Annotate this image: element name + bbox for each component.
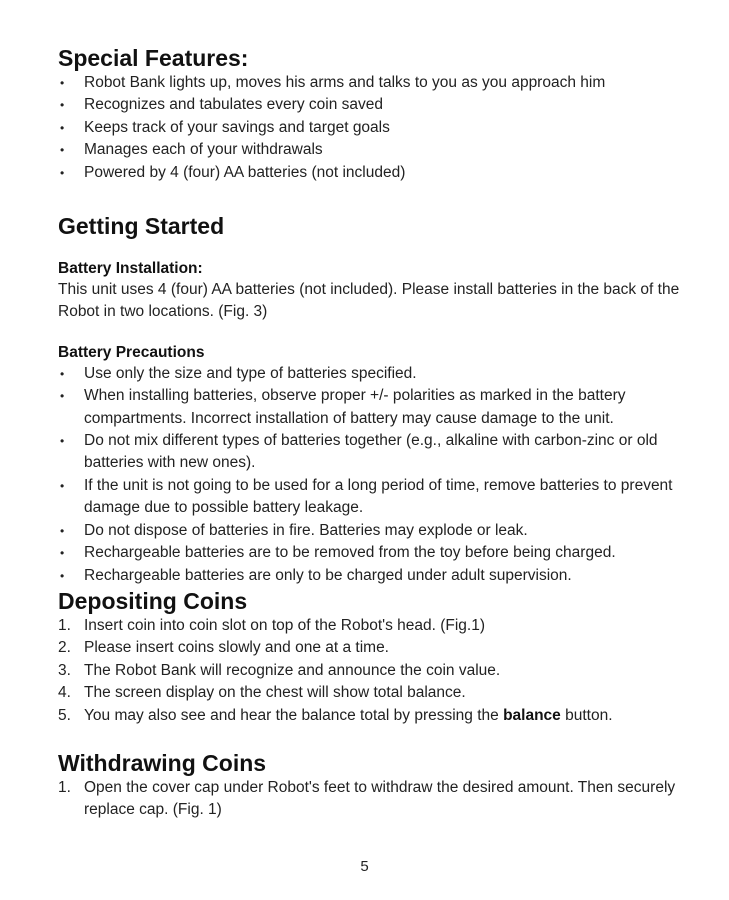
battery-precautions-subsection: [58, 342, 708, 587]
bullet-icon: •: [60, 568, 65, 583]
list-item-text: Do not dispose of batteries in fire. Batteries may explode or leak.: [84, 521, 528, 539]
depositing-coins-heading: Depositing Coins: [58, 587, 248, 614]
list-item-text-before: You may also see and hear the balance total by pressing the: [84, 706, 504, 724]
battery-installation-heading: Battery Installation:: [58, 260, 203, 278]
list-item-text: Do not mix different types of batteries together (e.g., alkaline with carbon-zinc or old batteries with new ones).: [84, 432, 658, 472]
withdrawing-coins-section: [58, 749, 708, 822]
list-item-text: The screen display on the chest will show total balance.: [84, 684, 466, 702]
step-number: 5.: [58, 706, 71, 724]
list-item: [58, 565, 708, 587]
list-item-text: Rechargeable batteries are only to be charged under adult supervision.: [84, 566, 572, 584]
battery-installation-subsection: [58, 258, 708, 324]
list-item: [58, 139, 708, 161]
step-number: 1.: [58, 616, 71, 634]
list-item: [58, 117, 708, 139]
manual-page: [58, 44, 708, 822]
bullet-icon: •: [60, 523, 65, 538]
battery-precautions-list: [58, 363, 708, 587]
step-number: 2.: [58, 639, 71, 657]
bullet-icon: •: [60, 120, 65, 135]
battery-installation-text: This unit uses 4 (four) AA batteries (not included). Please install batteries in the back of the Robot in two locations. (Fig. 3): [58, 281, 680, 321]
list-item: [58, 363, 708, 385]
list-item: [58, 705, 708, 727]
getting-started-section: [58, 212, 708, 587]
getting-started-heading: Getting Started: [58, 213, 225, 240]
list-item-text: Recognizes and tabulates every coin saved: [84, 96, 383, 114]
special-features-section: [58, 44, 708, 184]
bullet-icon: •: [60, 98, 65, 113]
step-number: 4.: [58, 684, 71, 702]
step-number: 1.: [58, 778, 71, 796]
list-item: [58, 94, 708, 116]
list-item: [58, 777, 708, 822]
bullet-icon: •: [60, 143, 65, 158]
list-item-text: If the unit is not going to be used for a long period of time, remove batteries to prevent damage due to possible battery leakage.: [84, 476, 673, 517]
list-item-text: Keeps track of your savings and target goals: [84, 118, 390, 136]
step-number: 3.: [58, 661, 71, 679]
bullet-icon: •: [60, 76, 65, 90]
list-item: [58, 520, 708, 542]
bullet-icon: •: [60, 389, 65, 404]
list-item: [58, 542, 708, 564]
special-features-list: [58, 72, 708, 184]
bullet-icon: •: [60, 434, 65, 449]
list-item: [58, 430, 708, 475]
list-item-text: Rechargeable batteries are to be removed from the toy before being charged.: [84, 544, 616, 562]
bullet-icon: •: [60, 478, 65, 493]
list-item-text: Open the cover cap under Robot's feet to withdraw the desired amount. Then securely replace cap. (Fig. 1): [84, 778, 676, 819]
list-item: [58, 682, 708, 704]
list-item-text: Robot Bank lights up, moves his arms and talks to you as you approach him: [84, 74, 606, 91]
bullet-icon: •: [60, 165, 65, 180]
list-item: [58, 385, 708, 430]
list-item: [58, 615, 708, 637]
list-item-text: Manages each of your withdrawals: [84, 141, 323, 159]
list-item-text: When installing batteries, observe proper +/- polarities as marked in the battery compartments. Incorrect installation of battery may cause damage to the unit.: [84, 387, 626, 427]
list-item: [58, 660, 708, 682]
battery-precautions-heading: Battery Precautions: [58, 343, 205, 361]
list-item-text: Insert coin into coin slot on top of the Robot's head. (Fig.1): [84, 616, 486, 634]
list-item-text-after: button.: [560, 706, 613, 724]
list-item-text: Use only the size and type of batteries specified.: [84, 364, 417, 382]
depositing-coins-steps: [58, 615, 708, 727]
list-item: [58, 475, 708, 520]
list-item: [58, 72, 708, 94]
special-features-heading: Special Features:: [58, 45, 249, 71]
list-item: [58, 162, 708, 184]
withdrawing-coins-heading: Withdrawing Coins: [58, 749, 267, 776]
balance-keyword: balance: [503, 706, 561, 724]
list-item-text: The Robot Bank will recognize and announce the coin value.: [84, 661, 501, 679]
list-item-text: Powered by 4 (four) AA batteries (not included): [84, 163, 406, 181]
depositing-coins-section: [58, 587, 708, 727]
list-item: [58, 637, 708, 659]
bullet-icon: •: [60, 366, 65, 381]
page-number: 5: [360, 858, 369, 875]
withdrawing-coins-steps: [58, 777, 708, 822]
bullet-icon: •: [60, 546, 65, 561]
list-item-text: Please insert coins slowly and one at a time.: [84, 639, 389, 657]
